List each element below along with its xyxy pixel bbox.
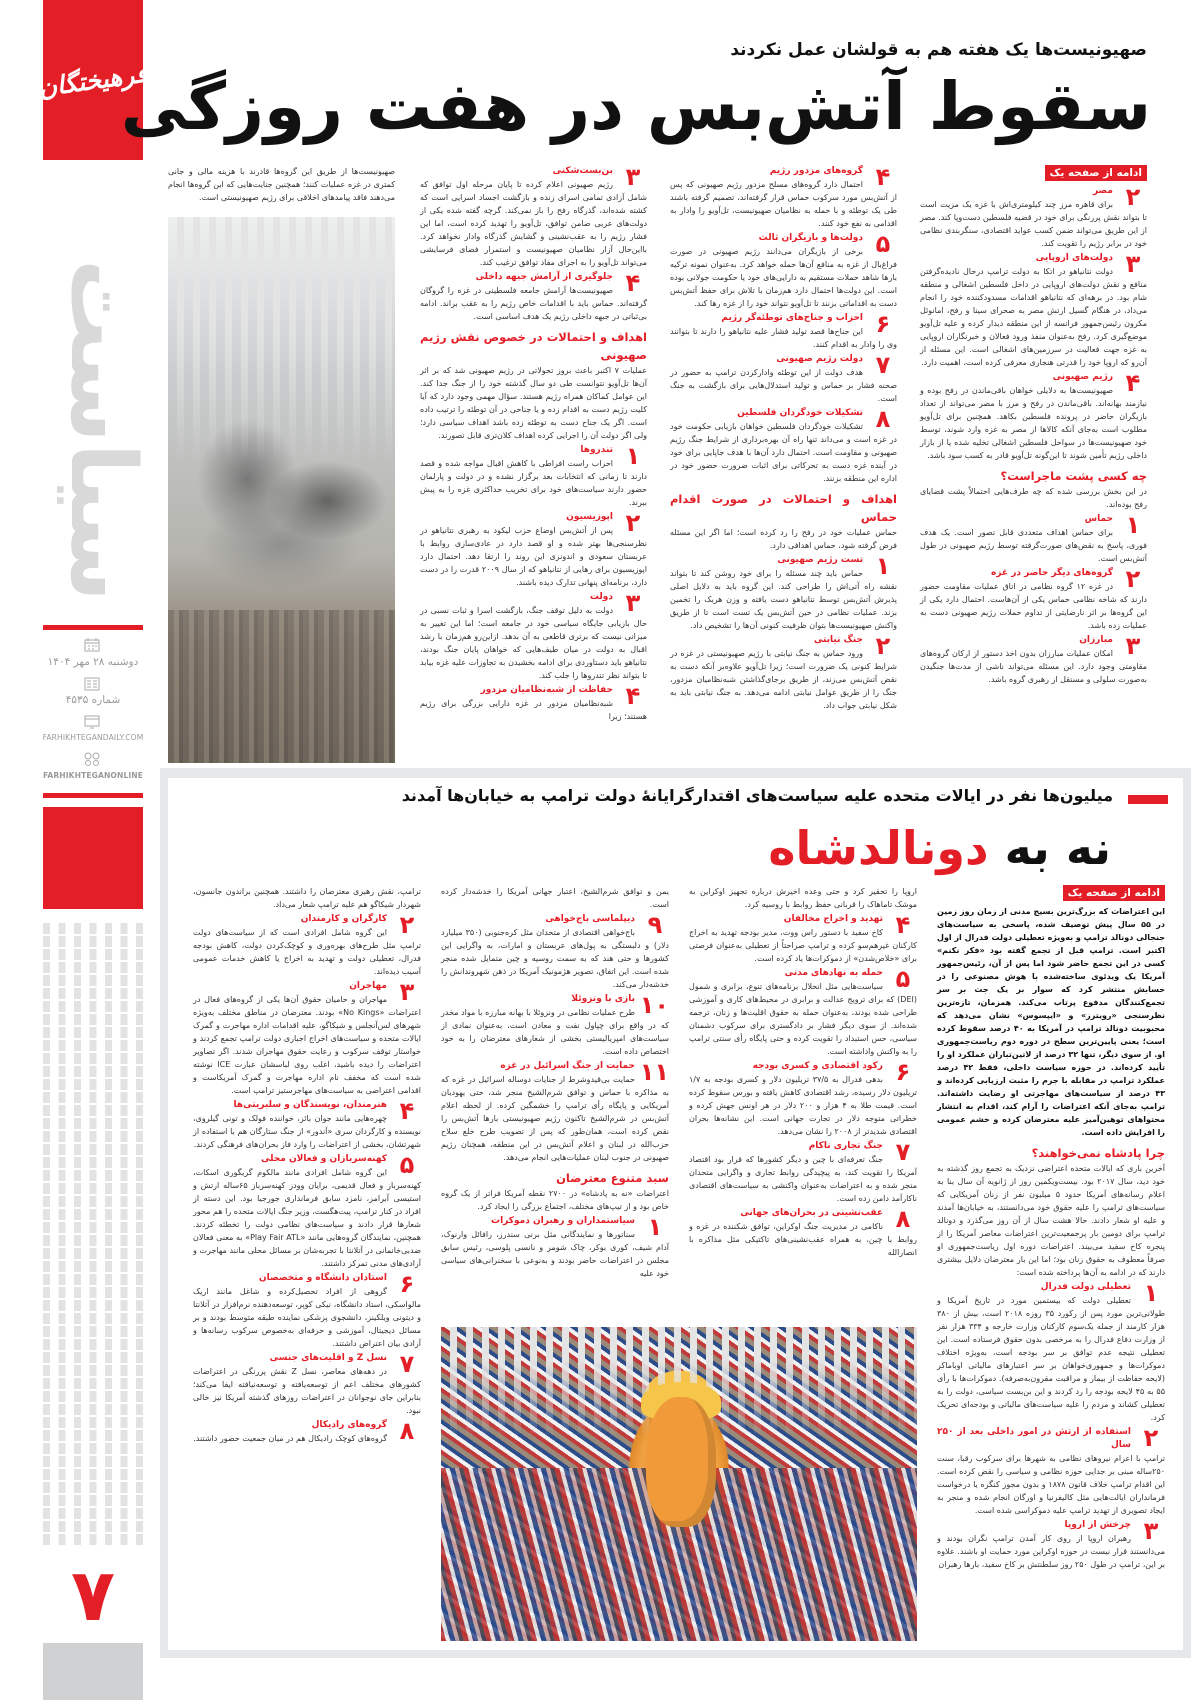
item-text: صهیونیست‌ها به دلایلی خواهان باقی‌ماندن در رفح بوده و نیازمند بهانه‌اند. باقی‌ماندن در رفح و مرز با مصر می‌تواند از تعداد بازیگران حاضر در پرونده فلسطین بکاهد. همچنین برای تل‌آویو مطلوب است به‌جای آنکه کالاها از مصر به غزه وارد شوند، توسط خود صهیونیست‌ها در سواحل فلسطین اشغالی تخلیه شده یا از بازار داخلی رژیم تأمین شوند تا این‌گونه تل‌آویو قادر به کسب سود باشد. xyxy=(920,386,1147,460)
numbered-item xyxy=(937,1281,1165,1424)
numbered-item xyxy=(441,1060,669,1164)
item-title: مصر xyxy=(1092,186,1113,196)
item-title: گروه‌های دیگر حاضر در غزه xyxy=(991,568,1113,578)
bottom-article-column xyxy=(689,885,917,1261)
sidebar-divider xyxy=(43,625,143,630)
page-number: ۷ xyxy=(71,1553,115,1637)
item-text: سناتورها و نمایندگانی مثل برنی سندرز، رافائل وارنوک، آدام شیف، کوری بوکر، چاک شومر و نانسی پلوسی، رئیس سابق مجلس در اعتراضات حاضر بودند و به‌نوعی با سخنرانی‌های سیاسی خود علیه xyxy=(441,1230,669,1278)
item-number: ۴ xyxy=(393,1100,421,1125)
item-text: گروه‌های کوچک رادیکال هم در میان جمعیت حضور داشتند. xyxy=(193,1434,387,1443)
item-text: ورود حماس به جنگ نیابتی با رژیم صهیونیستی در غزه در شرایط کنونی یک ضرورت است؛ زیرا تل‌آویو علاوه‌بر آنکه دست به نقض آتش‌بس می‌زند، از طریق برجای‌گذاشتن شبه‌نظامیان مزدور، جنگ را از طریق عوامل نیابتی ادامه می‌دهد. به جنگ نیابتی باید به شکل نیابتی جواب داد. xyxy=(670,649,897,710)
article-block xyxy=(920,165,1147,183)
item-number: ۳ xyxy=(1119,253,1147,278)
numbered-item xyxy=(689,1060,917,1138)
numbered-item xyxy=(670,407,897,485)
item-text: هدف دولت از این توطئه وادارکردن ترامپ به حضور در صحنه فشار بر حماس و تولید استدلال‌هایی برای بازگشت به جنگ است. xyxy=(670,368,897,403)
item-text: تشکیلات خودگردان فلسطین خواهان بازیابی حکومت خود در غزه است و می‌داند تنها راه آن بهره‌برداری از شرایط جنگ رژیم صهیونی و مقاومت است. احتمال دارد آن‌ها با هدف جاپایی برای خود در آینده غزه دست به تحرکاتی برای اثبات ضرورت حضور خود در اداره این منطقه بزنند. xyxy=(670,422,897,483)
item-title: چرخش از اروپا xyxy=(1064,1520,1131,1530)
item-text: ناکامی در مدیریت جنگ اوکراین، توافق شکننده در غزه و روابط با چین، به همراه عقب‌نشینی‌های تاکتیکی مثل مذاکره با انصارالله xyxy=(689,1222,917,1257)
numbered-item xyxy=(920,185,1147,250)
sidebar-footer-block xyxy=(43,1643,143,1700)
item-title: رکود اقتصادی و کسری بودجه xyxy=(752,1061,883,1071)
item-title: بازی با ونزوئلا xyxy=(571,994,635,1004)
item-text: صهیونیست‌ها آرامش جامعه فلسطینی در غزه را گروگان گرفته‌اند. حماس باید با اقدامات خاص رژیم را به عقب براند. ادامه بی‌ثباتی در جبهه داخلی رژیم یک هدف اساسی است. xyxy=(420,286,647,321)
item-text: پس از آتش‌بس اوضاع حزب لیکود به رهبری نتانیاهو در نظرسنجی‌ها بهتر شده و او قصد دارد در عادی‌سازی روابط با عربستان سعودی و اندونزی این روند را ارتقا دهد. احتمال دارد اپوزیسیون برای رهایی از نتانیاهو که از سال ۲۰۰۹ قدرت را در دست دارد، برنامه‌ای پنهانی تدارک دیده باشند. xyxy=(420,526,647,587)
item-number: ۱۱ xyxy=(639,1058,669,1086)
numbered-item xyxy=(193,1153,421,1270)
item-number: ۹ xyxy=(641,914,669,939)
item-text: این جناح‌ها قصد تولید فشار علیه نتانیاهو را دارند تا بتوانند وی را وادار به اقدام کنند. xyxy=(670,327,897,349)
item-title: جنگ تجاری ناکام xyxy=(808,1141,883,1151)
item-title: جنگ نیابتی xyxy=(813,635,863,645)
item-text: حمایت بی‌قیدوشرط از جنایات دوساله اسرائیل در غزه که به مذاکره با حماس و توافق شرم‌الشیخ منجر شد، حتی یهودیان آمریکایی و پایگاه رأی ترامپ را خشمگین کرده. از لحظه اعلام آتش‌بس در شرم‌الشیخ تاکنون رژیم صهیونیستی بارها آتش‌بس را نقض کرده است، همان‌طور که پس از تصویب طرح خلع سلاح حزب‌الله در لبنان و اعلام آتش‌بس در این منطقه، همچنان رژیم صهیونی در جنوب لبنان عملیات‌هایی انجام می‌دهد. xyxy=(441,1075,669,1162)
item-number: ۱ xyxy=(869,555,897,580)
lead-paragraph: این اعتراضات که بزرگ‌ترین بسیج مدنی از زمان روز زمین در ۵۵ سال پیش توصیف شده، پاسخی به سیاست‌های جنجالی دونالد ترامپ و به‌ویژه تعطیلی دولت فدرال از اول اکتبر است. ترامپ قبل از تجمع گفته بود «فکر نکنم» کسی در این تجمع حاضر شود اما پس از آن، رئیس‌جمهور آمریکا یک ویدئوی ساخته‌شده با هوش مصنوعی را در حسابش منتشر کرد که سوار بر یک جت بر سر تجمع‌کنندگان مدفوع پرتاب می‌کند. همزمان، تازه‌ترین نظرسنجی «رویترز» و «ایپسوس» نشان می‌دهد که محبوبیت دونالد ترامپ در آمریکا به ۴۰ درصد سقوط کرده است؛ یعنی پایین‌ترین سطح در دوره دوم ریاست‌جمهوری او. از سوی دیگر، تنها ۳۲ درصد از لاتین‌تباران عملکرد او را تأیید کرده‌اند. در حوزه سیاست داخلی، فقط ۴۲ درصد عملکرد ترامپ در مقابله با جرم را مثبت ارزیابی کرده‌اند و ۴۳ درصد از سیاست‌های مهاجرتی او رضایت داشته‌اند. ترامپ به‌جای آنکه اعتراضات را آرام کند، اقدام به انتشار محتواهای توهین‌آمیز علیه معترضان کرده و خشم عمومی را افزایش داده است. xyxy=(937,907,1166,1137)
numbered-item xyxy=(441,913,669,991)
continued-tag: ادامه از صفحه یک xyxy=(1045,165,1147,181)
item-text: حماس باید چند مسئله را برای خود روشن کند تا بتواند نقشه راه آتی‌اش را طراحی کند. این گروه باید به دلایل اصلی پذیرش آتش‌بس توسط نتانیاهو دست یافته و وزن هریک را تخمین بزند. عملیات نظامی در حین آتش‌بس یک تست است تا از طریق واکنش صهیونیست‌ها بتوان ظرفیت کنونی آن‌ها را تشخیص داد. xyxy=(670,569,897,630)
top-article-column xyxy=(670,165,897,714)
paragraph: اروپا را تحقیر کرد و حتی وعده اخیرش درباره تجهیز اوکراین به موشک تاماهاک را قربانی حفظ روابط با روسیه کرد. xyxy=(689,887,917,909)
article-block xyxy=(441,1169,669,1213)
item-title: دولت‌ها و بازیگران ثالث xyxy=(758,233,863,243)
issue-number: شماره ۴۵۳۵ xyxy=(65,694,121,706)
item-number: ۲ xyxy=(1119,186,1147,211)
bottom-article-column xyxy=(937,885,1165,1573)
photo-city-rubble xyxy=(168,610,395,763)
numbered-item xyxy=(420,165,647,269)
item-number: ۳ xyxy=(1137,1520,1165,1545)
numbered-item xyxy=(920,567,1147,632)
section-heading: چرا پادشاه نمی‌خواهند؟ xyxy=(1031,1146,1165,1160)
numbered-item xyxy=(920,252,1147,369)
item-title: تندروها xyxy=(580,445,613,455)
paragraph: آخرین باری که ایالات متحده اعتراضی نزدیک به تجمع روز گذشته به خود دید، سال ۲۰۱۷ بود. بیست‌ویکمین روز از ژانویه آن سال بنا به اعلام رسانه‌های آمریکا حدود ۵ میلیون نفر از زنان آمریکایی که سیاست‌های ترامپ را علیه حقوق خود می‌دانستند، به خیابان‌ها آمدند و علیه او شعار دادند. حالا هشت سال از آن روز می‌گذرد و دونالد ترامپ برای دومین بار پرجمعیت‌ترین اعتراضات معاصر آمریکا را از پنجره کاخ سفید می‌بیند. اعتراضات دوره اول ریاست‌جمهوری او صرفاً معطوف به حقوق زنان بود؛ اما این بار معترضان دلایل بیشتری دارند که در ادامه به آن‌ها پرداخته شده است: xyxy=(937,1164,1166,1277)
item-text: دولت نتانیاهو در اتکا به دولت ترامپ درحال نادیده‌گرفتن منافع و نقش دولت‌های اروپایی در داخل فلسطین اشغالی و منطقه شام بود. در برهه‌ای که نتانیاهو اقدامات مسدودکننده خود را انجام می‌داد، در هنگام گسیل ارتش مصر به صحرای سینا و رفح، امانوئل مکرون رئیس‌جمهور فرانسه از این منطقه دیدار کرده و علیه تل‌آویو موضع‌گیری کرد. رفح به‌عنوان منفذ ورود فعالان و خبرنگاران اروپایی به غزه جهت فعالیت در سرزمین‌های اشغالی است. این مسئله از آن‌رو که اروپا خود را قدرتی هنجاری معرفی کرده است، اهمیت دارد. xyxy=(920,267,1147,367)
item-title: هنرمندان، نویسندگان و سلبریتی‌ها xyxy=(233,1100,387,1110)
item-title: استادان دانشگاه و متخصصان xyxy=(258,1273,387,1283)
numbered-item xyxy=(689,1140,917,1205)
gaza-smoke-photo xyxy=(168,217,395,763)
numbered-item xyxy=(670,165,897,230)
item-number: ۴ xyxy=(869,166,897,191)
numbered-item xyxy=(193,1099,421,1151)
kicker-accent-bar xyxy=(1128,795,1168,804)
item-number: ۷ xyxy=(393,1353,421,1378)
item-text: احتمال دارد گروه‌های مسلح مزدور رژیم صهیونی که پس از آتش‌بس مورد سرکوب حماس قرار گرفته‌اند، تصمیم گرفته باشند طی یک توطئه و با حمله به نظامیان صهیونیست، تل‌آویو را وادار به اقدامی به نفع خود کنند. xyxy=(670,180,897,228)
item-text: برای حماس اهداف متعددی قابل تصور است. یک هدف فوری، پاسخ به نقض‌های صورت‌گرفته توسط رژیم صهیونی در طول آتش‌بس است. xyxy=(920,528,1147,563)
paragraph: حماس عملیات خود در رفح را رد کرده است؛ اما اگر این مسئله فرض گرفته شود، حماس اهدافی دارد. xyxy=(670,528,897,550)
section-heading: اهداف و احتمالات در خصوص نقش رژیم صهیونی xyxy=(420,330,647,362)
item-text: گروهی از افراد تحصیل‌کرده و شاغل مانند اریک مالواسکی، استاد دانشگاه، نیکی کوپر، توسعه‌دهنده نرم‌افزار در آتلانتا و دیتونی ویلکینز، دانشجوی پزشکی نماینده طبقه متوسط بودند و بر مسائل دیجیتال، آموزشی و حرفه‌ای به‌خصوص سرکوب رسانه‌ها و آزادی بیان اعتراض داشتند. xyxy=(193,1287,421,1348)
paragraph: اعتراضات «نه به پادشاه» در ۲۷۰۰ نقطه آمریکا فراتر از یک گروه خاص بود و از تیپ‌های مختلف، اجتماع بزرگی را ایجاد کرد. xyxy=(441,1189,669,1211)
numbered-item xyxy=(193,980,421,1097)
item-number: ۳ xyxy=(393,981,421,1006)
item-title: حماس xyxy=(1084,514,1113,524)
item-text: باج‌خواهی اقتصادی از متحدان مثل کره‌جنوبی (۳۵۰ میلیارد دلار) و دلبستگی به پول‌های عربستان و امارات، به واگرایی این کشورها و حتی هند که به سمت روسیه و چین متمایل شده منجر شده است. این اتفاق، تصویر هژمونیک آمریکا در ذهن شهروندانش را خدشه‌دار می‌کند. xyxy=(441,928,669,989)
item-title: جلوگیری از آرامش جبهه داخلی xyxy=(475,272,613,282)
continued-tag: ادامه از صفحه یک xyxy=(1063,885,1165,901)
numbered-item xyxy=(193,1352,421,1417)
item-number: ۲ xyxy=(619,512,647,537)
item-number: ۴ xyxy=(619,685,647,710)
numbered-item xyxy=(689,1207,917,1259)
paragraph: ترامپ، نقش رهبری معترضان را داشتند. همچنین براندون جانسون، شهردار شیکاگو هم علیه ترامپ شعار می‌داد. xyxy=(193,887,421,909)
item-number: ۶ xyxy=(889,1061,917,1086)
paragraph: صهیونیست‌ها از طریق این گروه‌ها قادرند با هزینه مالی و جانی کمتری در غزه عملیات کنند؛ همچنین جنایت‌هایی که این گروه‌ها انجام می‌دهند فاقد پیامدهای اخلاقی برای رژیم صهیونیستی است. xyxy=(168,167,395,202)
item-number: ۱ xyxy=(619,445,647,470)
item-title: نسل Z و اقلیت‌های جنسی xyxy=(269,1353,387,1363)
article-block xyxy=(193,885,421,911)
item-text: کاخ سفید با دستور راس ووت، مدیر بودجه تهدید به اخراج کارکنان غیرهم‌سو کرده و ترامپ صراحتاً از تعطیلی به‌عنوان فرصتی برای «خلاص‌شدن» از دموکرات‌ها یاد کرده است. xyxy=(689,928,917,963)
item-number: ۲ xyxy=(869,635,897,660)
item-text: تعطیلی دولت که بیستمین مورد در تاریخ آمریکا و طولانی‌ترین مورد پس از رکورد ۳۵ روزه ۲۰۱۸ است، بیش از ۳۸۰ هزار کارمند از جمله یک‌سوم کارکنان وزارت خارجه و ۳۳۴ هزار نفر از وزارت دفاع فدرال را به مرخصی بدون حقوق فرستاده است. این تعطیلی نتیجه عدم توافق بر سر بودجه است، به‌ویژه اختلاف دموکرات‌ها و جمهوری‌خواهان بر سر اعتبارهای مالیاتی اوباماکر (لایحه حفاظت از بیمار و مراقبت مقرون‌به‌صرفه). دموکرات‌ها با رأی ۵۵ به ۴۵ لایحه بودجه را رد کردند و این بن‌بست سیاسی، دولت را به تعطیلی کشاند و مردم را علیه سیاست‌های مالیاتی و بودجه‌ای تحریک کرد. xyxy=(937,1296,1166,1422)
numbered-item xyxy=(420,591,647,682)
numbered-item xyxy=(670,353,897,405)
item-title: دولت رژیم صهیونی xyxy=(776,354,863,364)
item-title: مهاجران xyxy=(349,981,387,991)
numbered-item xyxy=(420,271,647,323)
top-article-column xyxy=(420,165,647,725)
item-text: امکان عملیات مبارزان بدون اخذ دستور از ارکان گروه‌های مقاومتی وجود دارد. این مسئله می‌تواند ناشی از مدت‌ها جنگیدن به‌صورت سلولی و مستقل از رهبری گروه باشد. xyxy=(920,649,1147,684)
item-number: ۲ xyxy=(1119,568,1147,593)
article-block xyxy=(420,328,647,442)
item-number: ۶ xyxy=(869,313,897,338)
bottom-article-column xyxy=(441,885,669,1282)
sidebar-red-block xyxy=(43,807,143,909)
item-number: ۴ xyxy=(1119,372,1147,397)
item-title: اپوزیسیون xyxy=(566,512,613,522)
numbered-item xyxy=(193,1419,421,1445)
item-number: ۲ xyxy=(1137,1427,1165,1452)
numbered-item xyxy=(920,634,1147,686)
section-heading: سبد متنوع معترضان xyxy=(556,1171,669,1185)
item-number: ۸ xyxy=(869,408,897,433)
item-title: کهنه‌سربازان و فعالان محلی xyxy=(260,1154,387,1164)
item-number: ۱۰ xyxy=(639,991,669,1019)
item-number: ۴ xyxy=(619,272,647,297)
top-article-column xyxy=(168,165,395,206)
item-text: در غزه ۱۲ گروه نظامی در اتاق عملیات مقاومت حضور دارند که شاخه نظامی حماس یکی از آن‌هاست. احتمال دارد یکی از این گروه‌ها بر اثر نارضایتی از تداوم حملات رژیم صهیونی دست به عملیات زده باشد. xyxy=(920,582,1147,630)
item-text: شبه‌نظامیان مزدور در غزه دارایی بزرگی برای رژیم هستند؛ زیرا xyxy=(420,699,647,721)
article-block xyxy=(937,885,1165,903)
headline-part-black: نه به xyxy=(1004,821,1111,875)
numbered-item xyxy=(689,913,917,965)
numbered-item xyxy=(670,232,897,310)
item-title: تهدید و اخراج مخالفان xyxy=(783,914,883,924)
item-title: کارگران و کارمندان xyxy=(300,914,387,924)
numbered-item xyxy=(670,554,897,632)
item-number: ۳ xyxy=(1119,635,1147,660)
section-heading: اهداف و احتمالات در صورت اقدام حماس xyxy=(670,492,897,524)
protest-trump-balloon-photo xyxy=(441,1327,917,1641)
item-title: احزاب و جناح‌های توطئه‌گر رژیم xyxy=(721,313,863,323)
numbered-item xyxy=(441,1215,669,1280)
item-title: گروه‌های رادیکال xyxy=(311,1420,387,1430)
item-title: رژیم صهیونی xyxy=(1052,372,1113,382)
item-text: مهاجران و حامیان حقوق آن‌ها یکی از گروه‌های فعال در اعتراضات «No Kings» بودند. معترضان در مناطق مختلف به‌ویژه شهرهای لس‌آنجلس و شیکاگو، علیه اقدامات اداره مهاجرت و گمرک ایالات متحده و سیاست‌های اخراج اجباری دولت ترامپ تجمع کردند و خواستار توقف سرکوب و رعایت حقوق مهاجران شدند. اگر تصاویر اعتراضات را دیده باشید، اغلب روی لباسشان عبارت ICE نوشته شده است که مخفف نام اداره مهاجرت و گمرک آمریکاست و اقدامی اعتراضی به سیاست‌های مهاجرستیز ترامپ است. xyxy=(193,995,422,1095)
numbered-item xyxy=(689,967,917,1058)
top-article-headline: سقوط آتش‌بس در هفت روزگی xyxy=(120,68,1151,145)
section-label: سیاست xyxy=(50,258,155,602)
item-title: مبارزان xyxy=(1079,635,1113,645)
issue-date: دوشنبه ۲۸ مهر ۱۴۰۴ xyxy=(47,656,139,668)
item-number: ۳ xyxy=(619,166,647,191)
top-article-kicker: صهیونیست‌ها یک هفته هم به قولشان عمل نکردند xyxy=(730,40,1147,60)
article-block xyxy=(670,490,897,552)
item-text: چهره‌هایی مانند جوان بائز، خواننده فولک و تونی گیلروی، نویسنده و کارگردان سری «آندور» از جنگ ستارگان هم با استفاده از شهرتشان، بخشی از اعتراضات را وارد فاز بحران‌های فرهنگی کردند. xyxy=(193,1114,421,1149)
numbered-item xyxy=(441,993,669,1058)
article-block xyxy=(937,905,1165,1139)
social-icon xyxy=(84,752,100,766)
item-text: دولت به دلیل توقف جنگ، بازگشت اسرا و ثبات نسبی در حال بازیابی جایگاه سیاسی خود در جامعه است؛ اما این تغییر به میزانی نیست که برتری قاطعی به آن بدهد. ازاین‌رو هم‌زمان با رشد اقبال به دولت در میان طیف‌هایی که خواهان پایان جنگ بودند، نتانیاهو باید دستاوردی برای ادامه بخشیدن به تجاوزات علیه غزه بیابد تا بتواند نظر تندروها را جلب کند. xyxy=(420,606,647,680)
paragraph: عملیات ۷ اکتبر باعث بروز تحولاتی در رژیم صهیونی شد که بر اثر آن‌ها تل‌آویو نتوانست طی دو سال گذشته خود را از جنگ جدا کند. این عوامل کماکان همراه رژیم هستند. سؤال مهمی وجود دارد که آیا کلیت رژیم دست به اقدام زده و یا جناحی در آن توطئه را ترتیب داده است. اگر یک جناح دست به توطئه زده باشد اهداف سیاسی دارد؛ ولی اگر دولت آن را اجرایی کرده اهداف کلان‌تری قابل تصورند. xyxy=(420,366,647,440)
paragraph: یمن و توافق شرم‌الشیخ، اعتبار جهانی آمریکا را خدشه‌دار کرده است. xyxy=(441,887,669,909)
bottom-article-column xyxy=(193,885,421,1447)
numbered-item xyxy=(920,371,1147,462)
item-number: ۸ xyxy=(393,1420,421,1445)
numbered-item xyxy=(670,312,897,351)
item-number: ۱ xyxy=(1119,514,1147,539)
numbered-item xyxy=(420,511,647,589)
trump-baby-balloon xyxy=(646,1397,716,1527)
numbered-item xyxy=(670,634,897,712)
website-link[interactable]: FARHIKHTEGANDAILY.COM xyxy=(42,733,144,742)
article-divider xyxy=(160,768,1191,778)
item-text: در دهه‌های معاصر، نسل Z نقش پررنگی در اعتراضات کشورهای مختلف اعم از توسعه‌یافته و توسعه‌نیافته ایفا می‌کند؛ بنابراین جای نوجوانان در اعتراضات روزهای گذشته آمریکا نیز خالی نبود. xyxy=(193,1367,421,1415)
photo-stripe-overlay xyxy=(168,217,395,463)
item-number: ۳ xyxy=(619,592,647,617)
item-number: ۴ xyxy=(889,914,917,939)
numbered-item xyxy=(420,444,647,509)
item-title: گروه‌های مزدور رژیم xyxy=(769,166,863,176)
item-title: حمله به نهادهای مدنی xyxy=(784,968,883,978)
item-title: تشکیلات خودگردان فلسطین xyxy=(737,408,863,418)
item-text: احزاب راست افراطی با کاهش اقبال مواجه شده و قصد دارند تا زمانی که انتخابات بعد برگزار نشده و در دولت و پارلمان حضور دارند سیاست‌های خود برای تخریب حداکثری غزه را به پیش ببرند. xyxy=(420,459,647,507)
item-title: سیاستمداران و رهبران دموکرات xyxy=(491,1216,635,1226)
item-title: تعطیلی دولت فدرال xyxy=(1040,1282,1131,1292)
bottom-article-kicker: میلیون‌ها نفر در ایالات متحده علیه سیاست‌های اقتدارگرایانهٔ دولت ترامپ به خیابان‌ها آمدند xyxy=(401,786,1113,805)
item-number: ۱ xyxy=(641,1216,669,1241)
sidebar-divider xyxy=(43,793,143,798)
article-block xyxy=(168,165,395,204)
item-number: ۵ xyxy=(889,968,917,993)
item-title: دولت‌های اروپایی xyxy=(1035,253,1113,263)
article-block xyxy=(937,1144,1165,1279)
article-block xyxy=(441,885,669,911)
numbered-item xyxy=(193,1272,421,1350)
item-number: ۱ xyxy=(1137,1282,1165,1307)
numbered-item xyxy=(937,1426,1165,1517)
item-title: بن‌بست‌شکنی xyxy=(552,166,613,176)
top-article-column xyxy=(920,165,1147,688)
item-title: دیپلماسی باج‌خواهی xyxy=(545,914,635,924)
numbered-item xyxy=(420,684,647,723)
article-block xyxy=(920,467,1147,511)
item-number: ۵ xyxy=(869,233,897,258)
social-handle[interactable]: FARHIKHTEGANONLINE xyxy=(42,771,144,780)
item-title: تست رژیم صهیونی xyxy=(777,555,863,565)
item-title: حمایت از جنگ اسرائیل در غزه xyxy=(500,1061,635,1071)
numbered-item xyxy=(937,1519,1165,1571)
numbered-item xyxy=(193,913,421,978)
website-icon xyxy=(84,715,100,729)
section-heading: چه کسی پشت ماجراست؟ xyxy=(1000,469,1147,483)
item-text: این گروه شامل افرادی مانند مالکوم گریگوری اسکات، کهنه‌سرباز و فعال قدیمی، برایان وودز کهنه‌سرباز ۶۵ساله ارتش و استیسی آبرامز، نامزد سابق فرمانداری جورجیا بود. این دسته از افراد در کنار ترامپ، پیت‌هگست، وزیر جنگ ایالات متحده را هم محور شعارها قرار دادند و سیاست‌های نظامی دولت را تخطئه کردند. همچنین، نمایندگان گروه‌هایی مانند «Play Fair ATL» به معنی فعالان ضدبی‌خانمانی در آتلانتا با تجربه‌شان بر مسائل محلی مانند مهاجرت و آزادی‌های مدنی تمرکز داشتند. xyxy=(193,1168,422,1268)
item-title: دولت xyxy=(589,592,613,602)
item-text: برای قاهره مرز چند کیلومتری‌اش با غزه یک مزیت است تا بتواند نقش پررنگی برای خود در قضیه فلسطین دست‌وپا کند. مصر از این طریق می‌تواند ضمن کسب عواید اقتصادی، سنگربندی نظامی خود در برابر رژیم را تقویت کند. xyxy=(920,200,1147,248)
sidebar-pattern xyxy=(43,923,143,1547)
item-text: ترامپ با اعزام نیروهای نظامی به شهرها برای سرکوب رقبا، سنت ۲۵۰ساله مبنی بر جدایی حوزه نظامی و سیاسی را نقض کرده است. این اقدام ترامپ خلاف قانون ۱۸۷۸ و بدون مجوز کنگره یا درخواست فرمانداران ایالت‌هایی مثل کالیفرنیا و اورگان انجام شده و منجر به ایجاد تصویری از تهدید ترامپ علیه دموکراسی شده است. xyxy=(937,1454,1166,1515)
item-text: رهبران اروپا از روی کار آمدن ترامپ نگران بودند و می‌دانستند قرار نیست در حوزه اوکراین مورد حمایت او باشند. علاوه بر این، ترامپ در طول ۲۵۰ روز سلطنتش بر کاخ سفید، بارها رهبران xyxy=(937,1534,1165,1569)
item-number: ۸ xyxy=(889,1208,917,1233)
bottom-article-headline xyxy=(768,818,1111,878)
item-text: برخی از بازیگران می‌دانند رژیم صهیونی در صورت فراغ‌بال از غزه به منافع آن‌ها حمله خواهد کرد. به‌عنوان نمونه ترکیه بارها شاهد حملات مستقیم به دارایی‌های خود یا حکومت جولانی بوده است. این دولت‌ها احتمال دارد هم‌زمان با تلاش برای حفظ آتش‌بس دست به اقداماتی بزنند تا تل‌آویو نتواند خود را از غزه رها کند. xyxy=(670,247,897,308)
item-title: عقب‌نشینی در بحران‌های جهانی xyxy=(740,1208,883,1218)
item-title: حفاظت از شبه‌نظامیان مزدور xyxy=(480,685,613,695)
item-title: استفاده از ارتش در امور داخلی بعد از ۲۵۰ سال xyxy=(937,1427,1131,1450)
headline-part-red: دونالدشاه xyxy=(768,821,989,875)
item-text: بدهی فدرال به ۳۷/۵ تریلیون دلار و کسری بودجه به ۱/۷ تریلیون دلار رسیده، رشد اقتصادی کاهش یافته و بورس سقوط کرده است. قیمت طلا به ۴ هزار و ۲۰۰ دلار در هر اونس جهش کرده و خطراتی متوجه دلار در تجارت جهانی است. این نشانه‌ها بحران اقتصادی شدیدتر از ۲۰۰۸ را نشان می‌دهد. xyxy=(689,1075,918,1136)
item-text: جنگ تعرفه‌ای با چین و دیگر کشورها که قرار بود اقتصاد آمریکا را تقویت کند، به پیچیدگی روابط تجاری و واگرایی متحدان منجر شده و به اعتراضات به‌عنوان واکنشی به سیاست‌های اقتصادی ناکارآمد دامن زده است. xyxy=(689,1155,917,1203)
item-number: ۲ xyxy=(393,914,421,939)
paragraph: در این بخش بررسی شده که چه طرف‌هایی احتمالاً پشت قضایای رفح بوده‌اند. xyxy=(920,487,1147,509)
calendar-icon xyxy=(84,638,100,652)
item-text: این گروه شامل افرادی است که از سیاست‌های دولت ترامپ مثل طرح‌های بهره‌وری و کوچک‌کردن دولت، کاهش بودجه فدرال، تعطیلی دولت و تهدید به اخراج یا کاهش خدمات عمومی آسیب دیده‌اند. xyxy=(193,928,421,976)
numbered-item xyxy=(920,513,1147,565)
item-text: سیاست‌هایی مثل انحلال برنامه‌های تنوع، برابری و شمول (DEI) که برای ترویج عدالت و برابری در محیط‌های کاری و آموزشی طراحی شده بودند، به‌عنوان حمله به حقوق اقلیت‌ها و زنان، ترجمه شده‌اند. از سوی دیگر فشار بر دادگستری برای سرکوب دشمنان سیاسی، حس استبداد را تقویت کرده و حتی پایگاه رأی سنتی ترامپ را به واکنش واداشته است. xyxy=(689,982,917,1056)
article-block xyxy=(689,885,917,911)
item-number: ۷ xyxy=(889,1141,917,1166)
item-number: ۷ xyxy=(869,354,897,379)
item-number: ۶ xyxy=(393,1273,421,1298)
item-number: ۵ xyxy=(393,1154,421,1179)
logo-text: فرهیختگان xyxy=(36,57,150,103)
item-text: رژیم صهیونی اعلام کرده تا پایان مرحله اول توافق که شامل آزادی تمامی اسرای زنده و بازگشت اجساد اسرایی است که کشته شده‌اند، گذرگاه رفح را باز نمی‌کند. گرچه گفته شده یکی از دولت‌های عربی ضامن توافق، تل‌آویو را تهدید کرده است، اما این فشار رژیم را به عقب‌نشینی و گشایش گذرگاه وادار نخواهد کرد. بااین‌حال آزار نظامیان صهیونیست و استمرار فضای فرسایشی می‌تواند تل‌آویو را به اجرای مفاد توافق ترغیب کند. xyxy=(420,180,647,267)
newspaper-icon xyxy=(84,677,100,691)
item-text: طرح عملیات نظامی در ونزوئلا با بهانه مبارزه با مواد مخدر که در واقع برای چپاول نفت و معادن است، به‌عنوان نمادی از سیاست‌های امپریالیستی بخشی از شعارهای معترضان را به خود اختصاص داده است. xyxy=(441,1008,669,1056)
